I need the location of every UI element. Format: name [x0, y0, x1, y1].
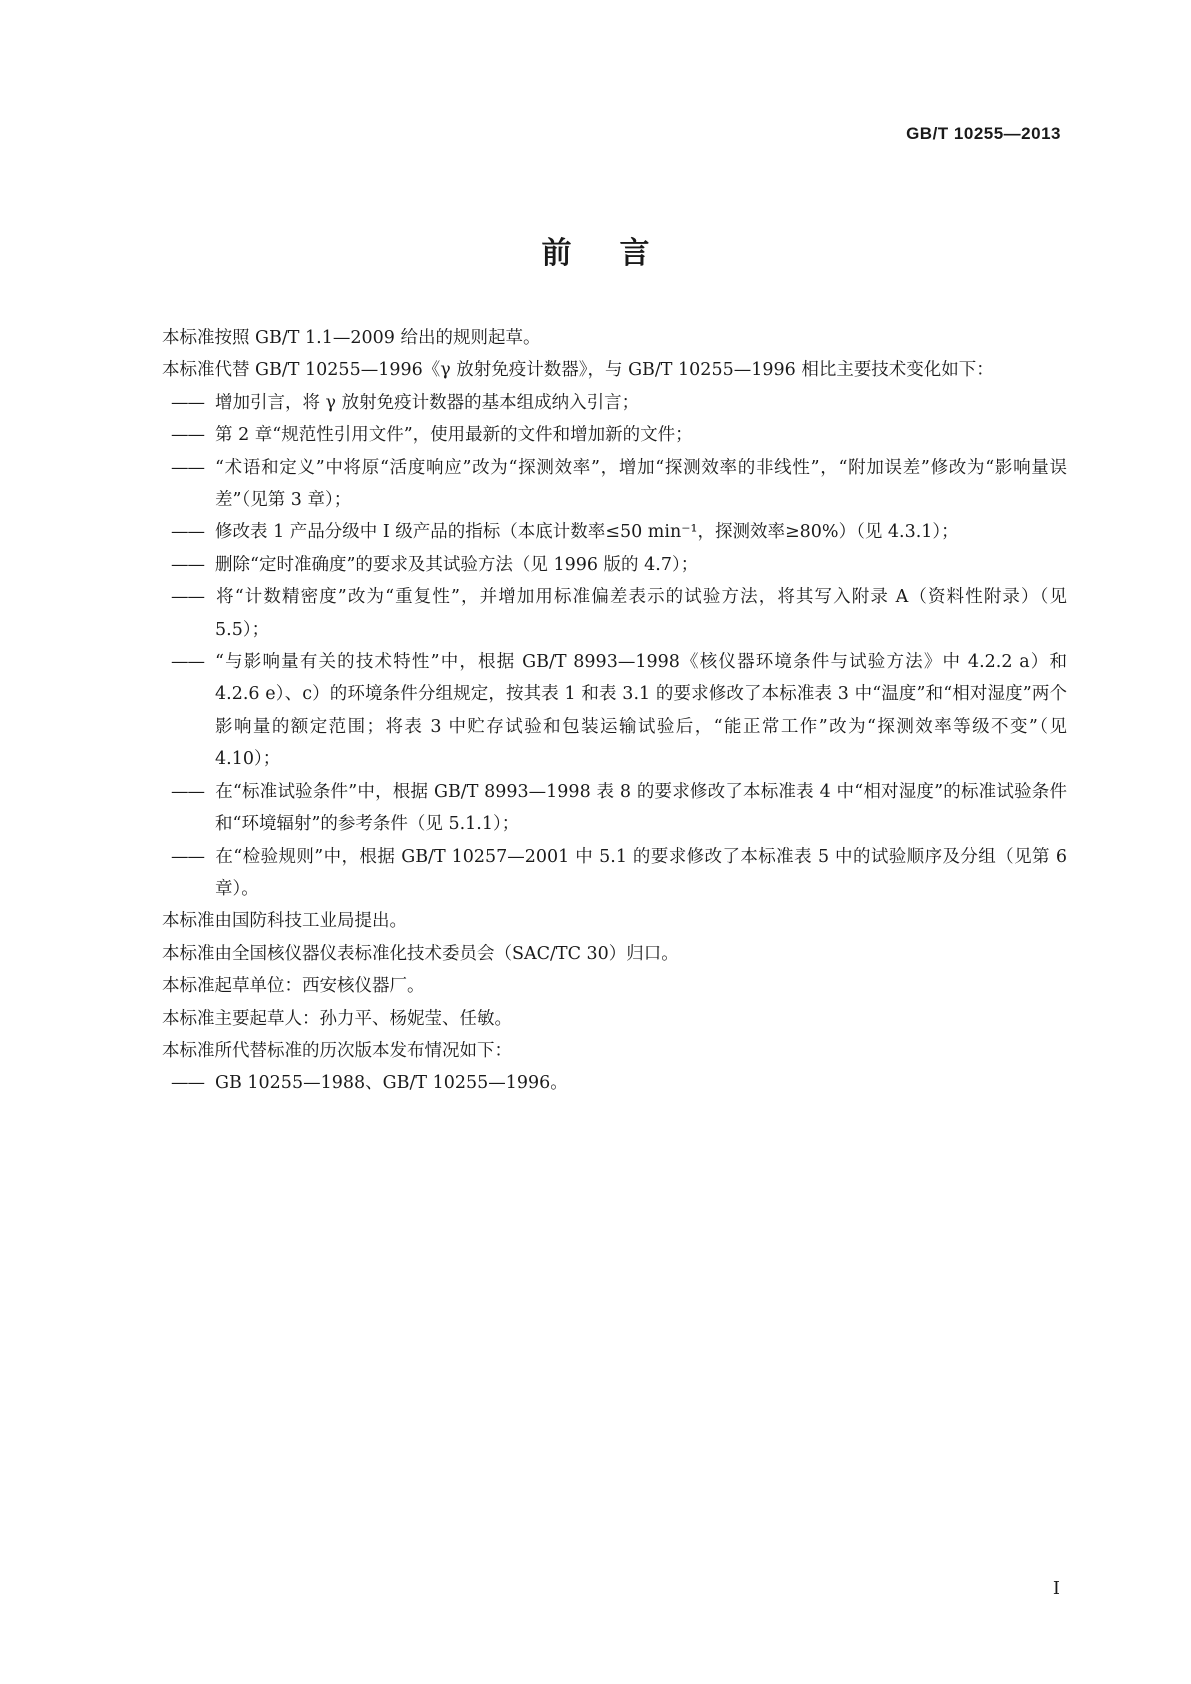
document-body — [127, 322, 1067, 1100]
change-item — [127, 387, 1067, 419]
replacement-paragraph: 本标准代替 GB/T 10255—1996《γ 放射免疫计数器》，与 GB/T 10255—1996 相比主要技术变化如下： — [162, 360, 994, 381]
change-item-text: “与影响量有关的技术特性”中，根据 GB/T 8993—1998《核仪器环境条件与试验方法》中 4.2.2 a）和 4.2.6 e）、c）的环境条件分组规定，按其表 1 和表 3.1 的要求修改了本标准表 3 中“温度”和“相对湿度”两个影响量的额定范围；将表 3 中贮存试验和包装运输试验后，“能正常工作”改为“探测效率等级不变”（见 4.10）； — [215, 652, 1067, 770]
dash-mark: —— — [171, 457, 204, 478]
change-item-text: 在“标准试验条件”中，根据 GB/T 8993—1998 表 8 的要求修改了本标准表 4 中“相对湿度”的标准试验条件和“环境辐射”的参考条件（见 5.1.1）； — [215, 781, 1067, 835]
change-item-text: 删除“定时准确度”的要求及其试验方法（见 1996 版的 4.7）； — [215, 554, 699, 575]
drafting-unit-paragraph: 本标准起草单位：西安核仪器厂。 — [162, 976, 425, 997]
change-item — [127, 646, 1067, 776]
change-item-text: 将“计数精密度”改为“重复性”，并增加用标准偏差表示的试验方法，将其写入附录 A（资料性附录）（见 5.5）； — [215, 587, 1067, 640]
change-item — [127, 776, 1067, 841]
dash-mark: —— — [171, 1073, 204, 1094]
change-item — [127, 516, 1067, 548]
dash-mark: —— — [171, 522, 204, 543]
change-item-text: 增加引言，将 γ 放射免疫计数器的基本组成纳入引言； — [215, 392, 640, 413]
change-item — [127, 452, 1067, 517]
dash-mark: —— — [171, 781, 204, 802]
change-item-text: “术语和定义”中将原“活度响应”改为“探测效率”，增加“探测效率的非线性”，“附加误差”修改为“影响量误差”（见第 3 章）； — [215, 457, 1067, 511]
dash-mark: —— — [171, 554, 204, 575]
change-item — [127, 841, 1067, 906]
page-number: I — [1052, 1578, 1060, 1599]
drafters-paragraph: 本标准主要起草人：孙力平、杨妮莹、任敏。 — [162, 1008, 512, 1029]
change-item — [127, 549, 1067, 581]
history-intro-paragraph: 本标准所代替标准的历次版本发布情况如下： — [162, 1040, 512, 1061]
dash-mark: —— — [171, 587, 204, 608]
change-item — [127, 419, 1067, 451]
page-title: 前言 — [541, 236, 698, 271]
change-item-text: 第 2 章“规范性引用文件”，使用最新的文件和增加新的文件； — [215, 425, 693, 446]
dash-mark: —— — [171, 425, 204, 446]
dash-mark: —— — [171, 846, 204, 867]
change-item-text: 修改表 1 产品分级中 Ⅰ 级产品的指标（本底计数率≤50 min⁻¹，探测效率≥80%）（见 4.3.1）； — [215, 522, 959, 543]
change-item — [127, 581, 1067, 646]
dash-mark: —— — [171, 652, 204, 673]
proposer-paragraph: 本标准由国防科技工业局提出。 — [162, 911, 407, 932]
document-code: GB/T 10255—2013 — [906, 124, 1061, 143]
committee-paragraph: 本标准由全国核仪器仪表标准化技术委员会（SAC/TC 30）归口。 — [162, 943, 679, 964]
change-item-text: 在“检验规则”中，根据 GB/T 10257—2001 中 5.1 的要求修改了本标准表 5 中的试验顺序及分组（见第 6 章）。 — [215, 846, 1067, 899]
history-item-text: GB 10255—1988、GB/T 10255—1996。 — [215, 1073, 568, 1094]
dash-mark: —— — [171, 392, 204, 413]
drafting-rule-paragraph: 本标准按照 GB/T 1.1—2009 给出的规则起草。 — [162, 328, 541, 348]
history-item — [127, 1067, 1067, 1099]
